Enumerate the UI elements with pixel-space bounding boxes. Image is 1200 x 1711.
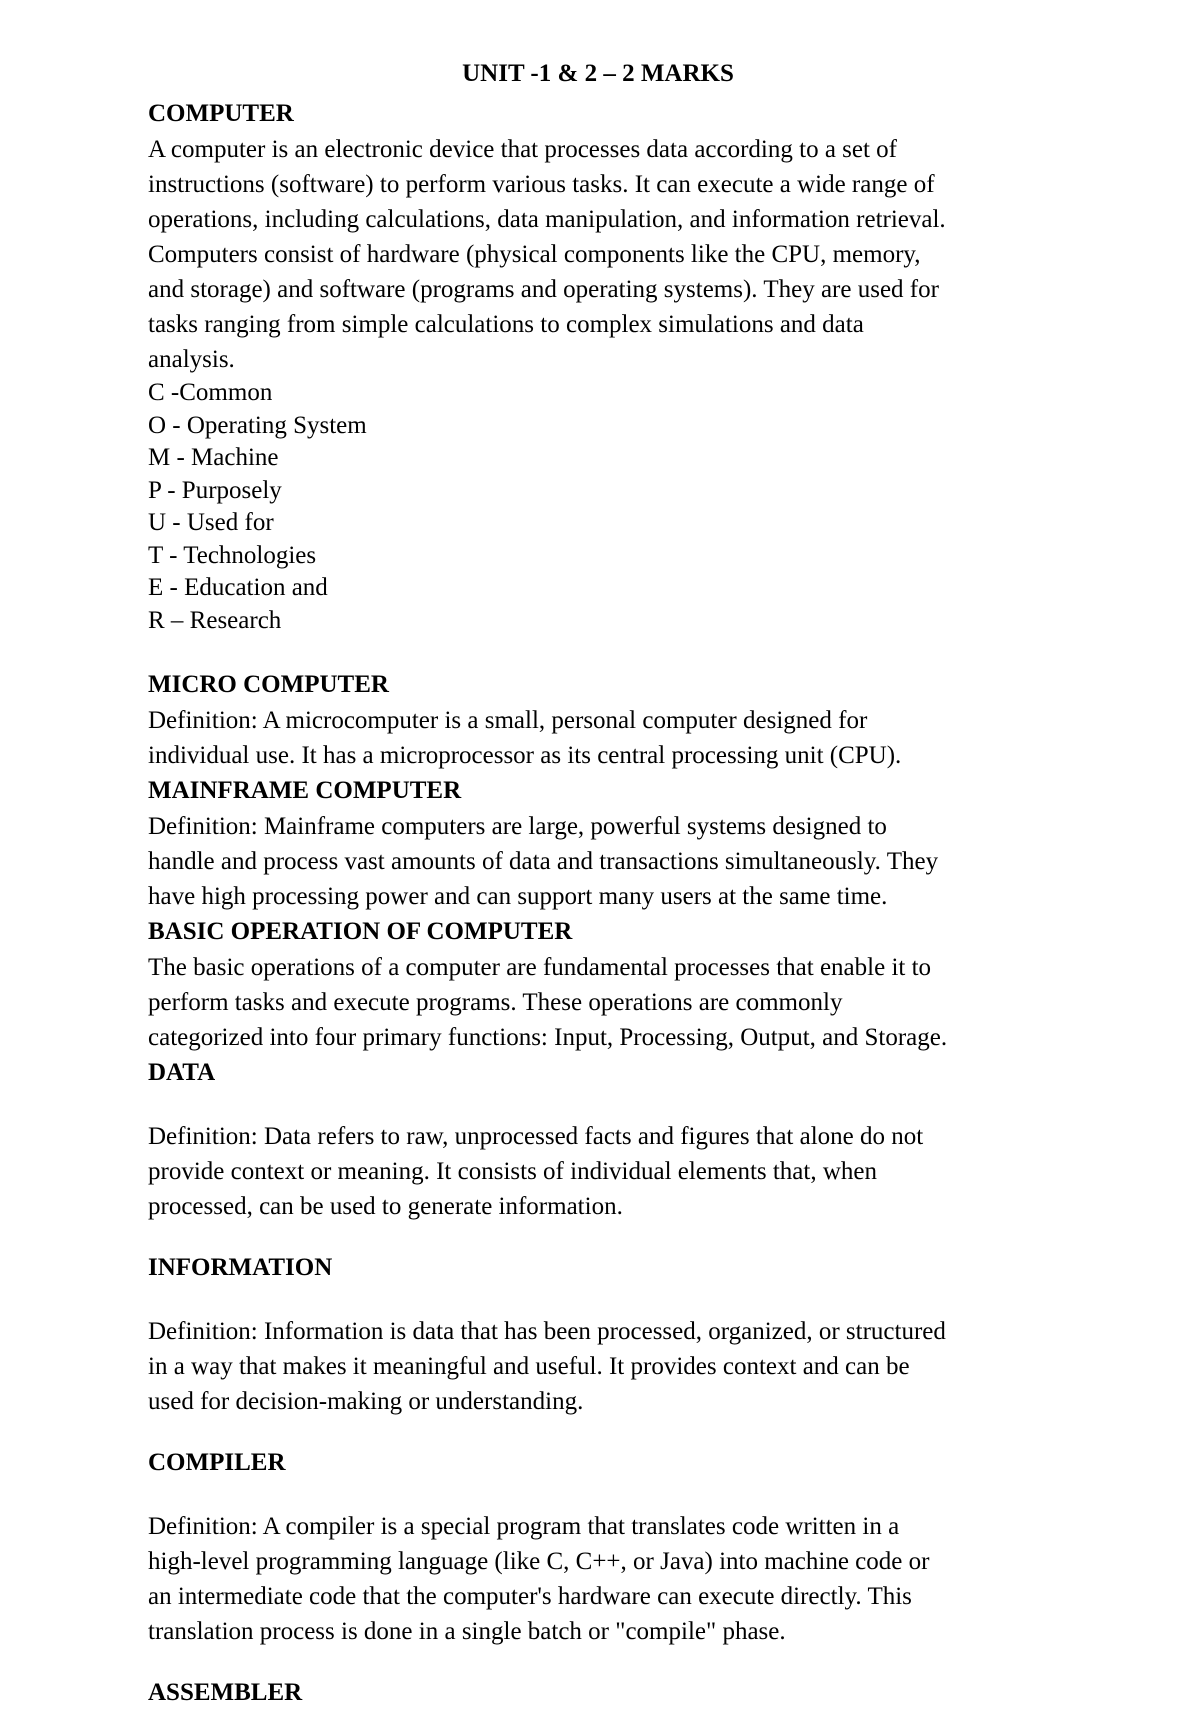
text-line: translation process is done in a single batch or "compile" phase. [148,1618,786,1645]
text-line: Definition: A compiler is a special program that translates code written in a [148,1513,900,1540]
text-line: Definition: Information is data that has been processed, organized, or structured [148,1318,946,1345]
information-paragraph [148,1314,1068,1419]
text-line: Computers consist of hardware (physical components like the CPU, memory, [148,241,921,268]
mainframe-computer-paragraph [148,809,1068,914]
acronym-item: E - Education and [148,574,328,601]
text-line: Definition: Data refers to raw, unprocessed facts and figures that alone do not [148,1123,924,1150]
page-title: UNIT -1 & 2 – 2 MARKS [462,60,734,87]
section-heading-mainframe-computer: MAINFRAME COMPUTER [148,777,462,804]
section-heading-computer: COMPUTER [148,100,294,127]
text-line: in a way that makes it meaningful and useful. It provides context and can be [148,1353,910,1380]
acronym-item: T - Technologies [148,541,317,569]
section-heading-information: INFORMATION [148,1254,333,1281]
text-line: provide context or meaning. It consists of individual elements that, when [148,1158,878,1185]
text-line: A computer is an electronic device that processes data according to a set of [148,136,898,163]
compiler-paragraph [148,1509,1068,1649]
text-line: processed, can be used to generate information. [148,1193,623,1220]
acronym-item: R – Research [148,606,282,634]
text-line: handle and process vast amounts of data and transactions simultaneously. They [148,848,939,875]
text-line: and storage) and software (programs and operating systems). They are used for [148,276,939,303]
section-heading-basic-operation: BASIC OPERATION OF COMPUTER [148,918,573,945]
acronym-item: O - Operating System [148,411,367,439]
section-heading-compiler: COMPILER [148,1449,286,1476]
computer-acronym-list [148,377,1068,637]
data-paragraph [148,1119,1068,1224]
acronym-item: U - Used for [148,509,274,536]
section-heading-micro-computer: MICRO COMPUTER [148,671,389,698]
document-page [148,56,1068,1711]
section-heading-assembler: ASSEMBLER [148,1679,303,1706]
section-heading-data: DATA [148,1059,216,1086]
text-line: tasks ranging from simple calculations to complex simulations and data [148,311,864,338]
text-line: operations, including calculations, data manipulation, and information retrieval. [148,206,946,233]
acronym-item: P - Purposely [148,476,282,504]
text-line: perform tasks and execute programs. These operations are commonly [148,989,843,1016]
text-line: analysis. [148,346,235,373]
text-line: The basic operations of a computer are fundamental processes that enable it to [148,954,932,981]
text-line: Definition: A microcomputer is a small, personal computer designed for [148,707,868,734]
computer-paragraph [148,132,1068,377]
text-line: used for decision-making or understanding. [148,1388,584,1415]
text-line: an intermediate code that the computer's hardware can execute directly. This [148,1583,912,1610]
text-line: instructions (software) to perform various tasks. It can execute a wide range of [148,171,935,198]
text-line: high-level programming language (like C, C++, or Java) into machine code or [148,1548,930,1575]
text-line: individual use. It has a microprocessor as its central processing unit (CPU). [148,742,902,769]
micro-computer-paragraph [148,703,1068,773]
text-line: categorized into four primary functions: Input, Processing, Output, and Storage. [148,1024,948,1051]
text-line: Definition: Mainframe computers are large, powerful systems designed to [148,813,887,840]
text-line: have high processing power and can support many users at the same time. [148,883,888,910]
acronym-item: C -Common [148,379,273,406]
acronym-item: M - Machine [148,444,279,471]
basic-operation-paragraph [148,950,1068,1055]
